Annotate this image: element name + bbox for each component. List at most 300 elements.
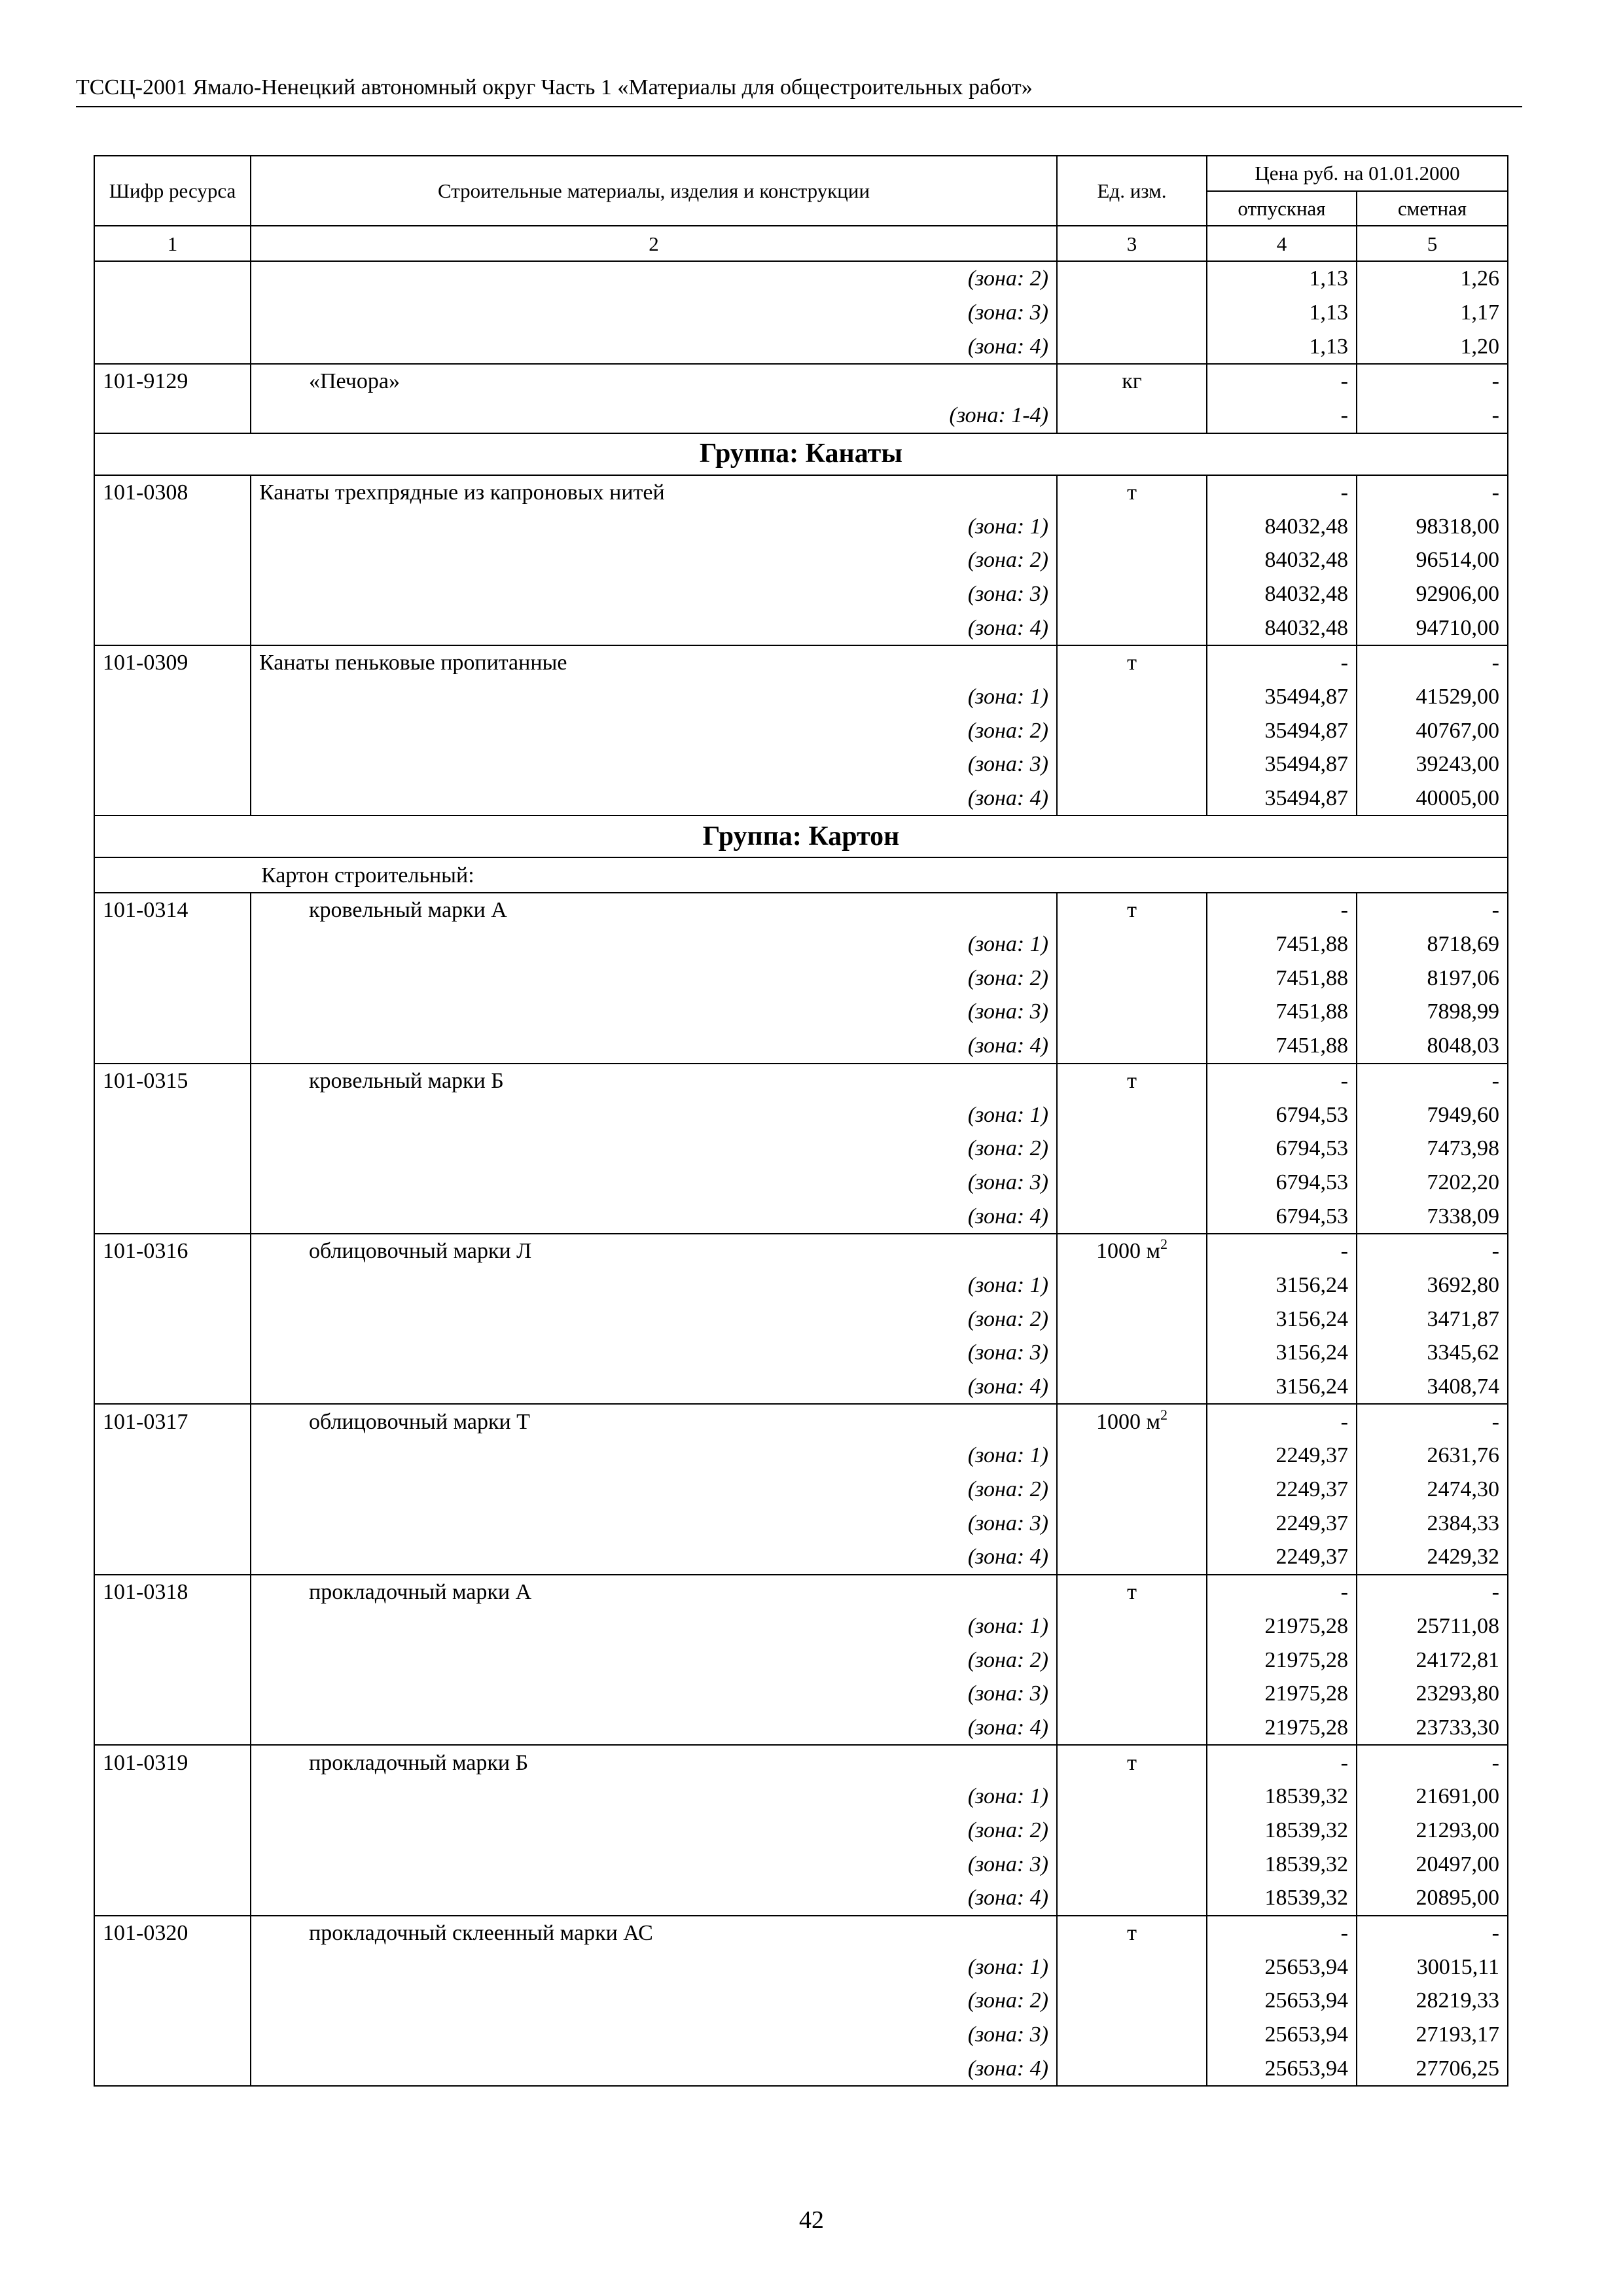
release-price: 18539,32 [1207,1814,1357,1848]
material-name: кровельный марки А [251,893,1057,927]
resource-code [94,747,251,781]
zone-row [94,1540,1508,1575]
zone-row [94,1336,1508,1370]
zone-row [94,1677,1508,1711]
subheading-row [94,857,1508,893]
unit-of-measure [1057,1881,1207,1916]
zone-row [94,961,1508,995]
unit-of-measure [1057,611,1207,645]
unit-text: кг [1122,369,1142,394]
estimate-price: 40005,00 [1357,781,1508,816]
resource-code [94,2018,251,2052]
item-row [94,1575,1508,1609]
resource-code [94,927,251,961]
zone-row [94,296,1508,330]
item-row [94,475,1508,510]
release-price: 7451,88 [1207,1029,1357,1064]
running-header: ТССЦ-2001 Ямало-Ненецкий автономный округ Часть 1 «Материалы для общестроительных работ» [76,73,1522,107]
resource-code: 101-0319 [94,1745,251,1780]
unit-of-measure [1057,1950,1207,1984]
release-price: - [1207,364,1357,399]
resource-code [94,995,251,1029]
unit-of-measure [1057,1439,1207,1473]
zone-row [94,1473,1508,1507]
release-price: 35494,87 [1207,747,1357,781]
resource-code: 101-0318 [94,1575,251,1609]
estimate-price: 20497,00 [1357,1847,1508,1881]
estimate-price: 3345,62 [1357,1336,1508,1370]
unit-of-measure [1057,927,1207,961]
material-name: кровельный марки Б [251,1064,1057,1098]
release-price: 18539,32 [1207,1881,1357,1916]
estimate-price: - [1357,645,1508,680]
estimate-price: 2474,30 [1357,1473,1508,1507]
material-name: облицовочный марки Л [251,1234,1057,1268]
zone-row [94,1302,1508,1336]
estimate-price: 25711,08 [1357,1609,1508,1643]
resource-code [94,509,251,543]
zone-label: (зона: 3) [251,1506,1057,1540]
estimate-price: 39243,00 [1357,747,1508,781]
estimate-price: - [1357,1745,1508,1780]
zone-row [94,1439,1508,1473]
group-heading: Группа: Канаты [94,433,1508,475]
resource-code [94,680,251,714]
column-number: 1 [94,226,251,261]
release-price: 84032,48 [1207,611,1357,645]
estimate-price: 41529,00 [1357,680,1508,714]
unit-of-measure [1057,713,1207,747]
estimate-price: 96514,00 [1357,543,1508,577]
item-row [94,1916,1508,1950]
release-price: - [1207,1575,1357,1609]
resource-code [94,577,251,611]
release-price: 21975,28 [1207,1677,1357,1711]
unit-text: т [1127,898,1137,923]
item-row [94,1404,1508,1439]
unit-superscript: 2 [1160,1406,1168,1423]
release-price: 2249,37 [1207,1439,1357,1473]
estimate-price: 27706,25 [1357,2051,1508,2086]
unit-of-measure [1057,1540,1207,1575]
unit-text: т [1127,1580,1137,1605]
zone-label: (зона: 4) [251,1540,1057,1575]
zone-label: (зона: 3) [251,1847,1057,1881]
unit-of-measure [1057,1745,1207,1780]
estimate-price: 7473,98 [1357,1132,1508,1166]
resource-code [94,2051,251,2086]
release-price: - [1207,1916,1357,1950]
unit-of-measure [1057,577,1207,611]
resource-code [94,1439,251,1473]
estimate-price: - [1357,893,1508,927]
zone-row [94,680,1508,714]
estimate-price: - [1357,364,1508,399]
column-number: 3 [1057,226,1207,261]
zone-label: (зона: 2) [251,1984,1057,2018]
zone-row [94,927,1508,961]
zone-row [94,1268,1508,1302]
estimate-price: 7898,99 [1357,995,1508,1029]
zone-label: (зона: 3) [251,1336,1057,1370]
zone-label: (зона: 2) [251,1643,1057,1677]
unit-of-measure [1057,1029,1207,1064]
zone-row [94,509,1508,543]
release-price: 21975,28 [1207,1711,1357,1746]
item-row [94,1745,1508,1780]
item-row [94,1234,1508,1268]
zone-row [94,1029,1508,1064]
resource-code [94,781,251,816]
zone-row [94,713,1508,747]
estimate-price: 8718,69 [1357,927,1508,961]
estimate-price: 8048,03 [1357,1029,1508,1064]
estimate-price: 94710,00 [1357,611,1508,645]
resource-code: 101-9129 [94,364,251,399]
zone-row [94,1950,1508,1984]
material-name: «Печора» [251,364,1057,399]
resource-code: 101-0320 [94,1916,251,1950]
estimate-price: 21691,00 [1357,1780,1508,1814]
unit-of-measure [1057,1098,1207,1132]
estimate-price: 2429,32 [1357,1540,1508,1575]
zone-row [94,1506,1508,1540]
estimate-price: 8197,06 [1357,961,1508,995]
unit-text: т [1127,651,1137,675]
release-price: - [1207,1064,1357,1098]
zone-label: (зона: 2) [251,1302,1057,1336]
resource-code [94,1506,251,1540]
unit-of-measure [1057,296,1207,330]
column-number: 4 [1207,226,1357,261]
zone-label: (зона: 4) [251,2051,1057,2086]
release-price: 6794,53 [1207,1166,1357,1200]
release-price: 7451,88 [1207,995,1357,1029]
release-price: 2249,37 [1207,1540,1357,1575]
release-price: 6794,53 [1207,1199,1357,1234]
release-price: 3156,24 [1207,1268,1357,1302]
release-price: 1,13 [1207,261,1357,296]
zone-label: (зона: 2) [251,1473,1057,1507]
zone-row [94,1609,1508,1643]
estimate-price: 21293,00 [1357,1814,1508,1848]
material-name: прокладочный марки Б [251,1745,1057,1780]
release-price: 35494,87 [1207,781,1357,816]
release-price: 7451,88 [1207,961,1357,995]
resource-code: 101-0314 [94,893,251,927]
zone-label: (зона: 3) [251,2018,1057,2052]
material-name: прокладочный склеенный марки АС [251,1916,1057,1950]
resource-code [94,1814,251,1848]
release-price: 6794,53 [1207,1098,1357,1132]
estimate-price: 1,20 [1357,329,1508,364]
zone-row [94,611,1508,645]
estimate-price: - [1357,399,1508,433]
release-price: 3156,24 [1207,1336,1357,1370]
release-price: - [1207,1745,1357,1780]
column-header-name: Строительные материалы, изделия и конструкции [251,156,1057,226]
zone-row [94,1881,1508,1916]
unit-of-measure [1057,1132,1207,1166]
resource-code [94,1780,251,1814]
zone-row [94,1847,1508,1881]
zone-label: (зона: 1) [251,1950,1057,1984]
zone-label: (зона: 4) [251,1029,1057,1064]
estimate-price: - [1357,1404,1508,1439]
resource-code [94,1847,251,1881]
unit-of-measure [1057,680,1207,714]
zone-row [94,543,1508,577]
column-header-code: Шифр ресурса [94,156,251,226]
material-name: Канаты трехпрядные из капроновых нитей [251,475,1057,510]
unit-of-measure [1057,1677,1207,1711]
estimate-price: 7949,60 [1357,1098,1508,1132]
zone-label: (зона: 3) [251,296,1057,330]
estimate-price: 28219,33 [1357,1984,1508,2018]
release-price: 7451,88 [1207,927,1357,961]
resource-code [94,296,251,330]
zone-label: (зона: 2) [251,1814,1057,1848]
zone-row [94,1370,1508,1405]
unit-of-measure [1057,1302,1207,1336]
item-row [94,893,1508,927]
zone-label: (зона: 1) [251,680,1057,714]
estimate-price: - [1357,1234,1508,1268]
resource-code [94,261,251,296]
estimate-price: 1,26 [1357,261,1508,296]
column-header-price-group: Цена руб. на 01.01.2000 [1207,156,1508,191]
estimate-price: 7338,09 [1357,1199,1508,1234]
resource-code [94,1677,251,1711]
zone-label: (зона: 4) [251,781,1057,816]
unit-of-measure [1057,1609,1207,1643]
estimate-price: 1,17 [1357,296,1508,330]
unit-of-measure [1057,399,1207,433]
unit-text: т [1127,480,1137,505]
zone-label: (зона: 1) [251,1098,1057,1132]
zone-label: (зона: 4) [251,1199,1057,1234]
resource-code [94,1166,251,1200]
group-heading-row [94,816,1508,857]
estimate-price: 3408,74 [1357,1370,1508,1405]
unit-of-measure [1057,1166,1207,1200]
resource-code [94,1370,251,1405]
zone-row [94,1780,1508,1814]
unit-of-measure [1057,1847,1207,1881]
zone-label: (зона: 2) [251,1132,1057,1166]
resource-code [94,1984,251,2018]
unit-of-measure [1057,1506,1207,1540]
estimate-price: 3692,80 [1357,1268,1508,1302]
release-price: 1,13 [1207,296,1357,330]
unit-of-measure [1057,1404,1207,1439]
material-name: облицовочный марки Т [251,1404,1057,1439]
resource-code [94,1540,251,1575]
release-price: 3156,24 [1207,1370,1357,1405]
zone-label: (зона: 3) [251,1166,1057,1200]
zone-label: (зона: 2) [251,543,1057,577]
unit-text: т [1127,1921,1137,1946]
release-price: 18539,32 [1207,1847,1357,1881]
price-table [94,155,1508,2087]
unit-of-measure [1057,1370,1207,1405]
release-price: 25653,94 [1207,1950,1357,1984]
release-price: - [1207,1234,1357,1268]
column-header-estimate-price: сметная [1357,191,1508,226]
zone-row [94,1199,1508,1234]
release-price: - [1207,893,1357,927]
estimate-price: - [1357,1064,1508,1098]
zone-label: (зона: 3) [251,1677,1057,1711]
item-row [94,364,1508,399]
zone-row [94,329,1508,364]
zone-label: (зона: 4) [251,1881,1057,1916]
unit-of-measure [1057,509,1207,543]
release-price: 35494,87 [1207,680,1357,714]
release-price: 35494,87 [1207,713,1357,747]
unit-text: 1000 м [1096,1409,1160,1434]
group-heading: Группа: Картон [94,816,1508,857]
zone-label: (зона: 4) [251,611,1057,645]
estimate-price: 23733,30 [1357,1711,1508,1746]
resource-code [94,543,251,577]
material-name: Канаты пеньковые пропитанные [251,645,1057,680]
zone-row [94,995,1508,1029]
unit-of-measure [1057,1064,1207,1098]
release-price: 84032,48 [1207,577,1357,611]
zone-label: (зона: 3) [251,747,1057,781]
resource-code [94,399,251,433]
release-price: 84032,48 [1207,509,1357,543]
resource-code [94,1029,251,1064]
group-heading-row [94,433,1508,475]
resource-code [94,961,251,995]
column-header-release-price: отпускная [1207,191,1357,226]
resource-code: 101-0317 [94,1404,251,1439]
page-number: 42 [799,2206,824,2234]
unit-of-measure [1057,1575,1207,1609]
estimate-price: 98318,00 [1357,509,1508,543]
release-price: 21975,28 [1207,1609,1357,1643]
zone-row [94,747,1508,781]
resource-code [94,1098,251,1132]
zone-label: (зона: 4) [251,329,1057,364]
unit-of-measure [1057,1473,1207,1507]
resource-code [94,1336,251,1370]
unit-text: 1000 м [1096,1239,1160,1264]
zone-label: (зона: 3) [251,577,1057,611]
estimate-price: - [1357,1916,1508,1950]
unit-of-measure [1057,1336,1207,1370]
unit-of-measure [1057,475,1207,510]
unit-of-measure [1057,1268,1207,1302]
estimate-price: 2384,33 [1357,1506,1508,1540]
zone-row [94,1643,1508,1677]
resource-code [94,1132,251,1166]
release-price: 6794,53 [1207,1132,1357,1166]
unit-of-measure [1057,329,1207,364]
subheading: Картон строительный: [94,857,1508,893]
unit-of-measure [1057,781,1207,816]
release-price: 3156,24 [1207,1302,1357,1336]
estimate-price: - [1357,475,1508,510]
unit-superscript: 2 [1160,1236,1168,1253]
zone-row [94,781,1508,816]
unit-of-measure [1057,1984,1207,2018]
estimate-price: 27193,17 [1357,2018,1508,2052]
zone-row [94,577,1508,611]
unit-of-measure [1057,961,1207,995]
zone-row [94,1166,1508,1200]
release-price: - [1207,645,1357,680]
unit-of-measure [1057,645,1207,680]
estimate-price: 30015,11 [1357,1950,1508,1984]
zone-row [94,1711,1508,1746]
resource-code: 101-0309 [94,645,251,680]
column-number: 5 [1357,226,1508,261]
zone-row [94,1098,1508,1132]
estimate-price: 3471,87 [1357,1302,1508,1336]
unit-of-measure [1057,2051,1207,2086]
release-price: 25653,94 [1207,2051,1357,2086]
resource-code [94,1302,251,1336]
estimate-price: 7202,20 [1357,1166,1508,1200]
release-price: 84032,48 [1207,543,1357,577]
zone-row [94,1984,1508,2018]
zone-row [94,399,1508,433]
resource-code [94,1609,251,1643]
estimate-price: 2631,76 [1357,1439,1508,1473]
release-price: 25653,94 [1207,1984,1357,2018]
zone-label: (зона: 2) [251,961,1057,995]
release-price: 25653,94 [1207,2018,1357,2052]
zone-label: (зона: 1) [251,1609,1057,1643]
resource-code: 101-0315 [94,1064,251,1098]
zone-label: (зона: 2) [251,261,1057,296]
resource-code [94,611,251,645]
zone-label: (зона: 3) [251,995,1057,1029]
unit-of-measure [1057,1199,1207,1234]
resource-code [94,1881,251,1916]
unit-text: т [1127,1068,1137,1093]
zone-row [94,2018,1508,2052]
estimate-price: 92906,00 [1357,577,1508,611]
zone-label: (зона: 1) [251,509,1057,543]
zone-label: (зона: 1) [251,1780,1057,1814]
unit-of-measure [1057,261,1207,296]
release-price: 1,13 [1207,329,1357,364]
unit-of-measure [1057,747,1207,781]
release-price: 18539,32 [1207,1780,1357,1814]
release-price: - [1207,1404,1357,1439]
unit-text: т [1127,1750,1137,1775]
unit-of-measure [1057,2018,1207,2052]
zone-row [94,1814,1508,1848]
unit-of-measure [1057,995,1207,1029]
release-price: - [1207,475,1357,510]
unit-of-measure [1057,364,1207,399]
unit-of-measure [1057,1780,1207,1814]
estimate-price: 40767,00 [1357,713,1508,747]
zone-label: (зона: 1) [251,927,1057,961]
unit-of-measure [1057,1643,1207,1677]
zone-label: (зона: 1) [251,1439,1057,1473]
resource-code [94,329,251,364]
estimate-price: 23293,80 [1357,1677,1508,1711]
item-row [94,1064,1508,1098]
estimate-price: 20895,00 [1357,1881,1508,1916]
zone-label: (зона: 4) [251,1370,1057,1405]
